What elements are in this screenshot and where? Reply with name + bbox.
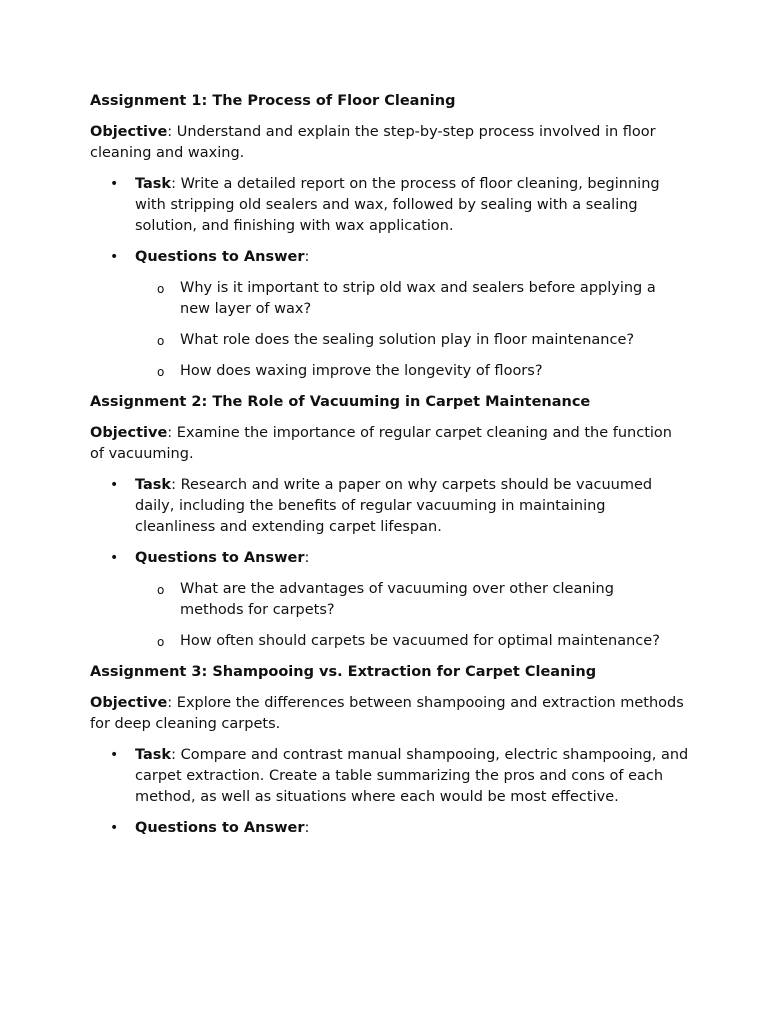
objective-text: : Understand and explain the step-by-step process involved in floor cleaning and waxing. [90, 124, 656, 161]
questions-label: Questions to Answer [135, 550, 305, 566]
questions-item [90, 548, 690, 569]
circle-bullet-icon: o [157, 635, 165, 649]
assignment-3 [90, 662, 690, 839]
questions-item [90, 247, 690, 268]
objective-label: Objective [90, 695, 168, 711]
bullet-icon: • [110, 747, 119, 763]
task-text: : Write a detailed report on the process of floor cleaning, beginning with stripping old sealers and wax, followed by sealing with a sealing solution, and finishing with wax application. [135, 176, 660, 234]
colon: : [304, 820, 310, 836]
colon: : [304, 249, 310, 265]
bullet-icon: • [110, 176, 119, 192]
task-item [90, 475, 690, 538]
assignment-2 [90, 392, 690, 652]
task-label: Task [135, 747, 172, 763]
objective-text: : Examine the importance of regular carpet cleaning and the function of vacuuming. [90, 425, 672, 462]
questions-label: Questions to Answer [135, 249, 305, 265]
assignment-3-objective [90, 693, 690, 735]
bullet-icon: • [110, 477, 119, 493]
assignment-1-title: Assignment 1: The Process of Floor Cleaning [90, 93, 456, 109]
colon: : [304, 550, 310, 566]
assignment-1 [90, 91, 690, 382]
task-text: : Research and write a paper on why carpets should be vacuumed daily, including the benefits of regular vacuuming in maintaining cleanliness and extending carpet lifespan. [135, 477, 653, 535]
task-item [90, 174, 690, 237]
bullet-icon: • [110, 550, 119, 566]
question-item [90, 330, 690, 351]
bullet-icon: • [110, 249, 119, 265]
question-text: Why is it important to strip old wax and sealers before applying a new layer of wax? [180, 280, 656, 317]
task-label: Task [135, 176, 172, 192]
question-text: How does waxing improve the longevity of floors? [180, 363, 543, 379]
assignment-2-objective [90, 423, 690, 465]
question-text: How often should carpets be vacuumed for optimal maintenance? [180, 633, 660, 649]
circle-bullet-icon: o [157, 583, 165, 597]
question-item [90, 631, 690, 652]
question-text: What are the advantages of vacuuming over other cleaning methods for carpets? [180, 581, 614, 618]
assignment-1-objective [90, 122, 690, 164]
assignment-2-title: Assignment 2: The Role of Vacuuming in Carpet Maintenance [90, 394, 591, 410]
questions-item [90, 818, 690, 839]
bullet-icon: • [110, 820, 119, 836]
question-item [90, 579, 690, 621]
document-page [90, 91, 690, 849]
task-label: Task [135, 477, 172, 493]
assignment-3-title: Assignment 3: Shampooing vs. Extraction for Carpet Cleaning [90, 664, 597, 680]
objective-label: Objective [90, 124, 168, 140]
question-text: What role does the sealing solution play in floor maintenance? [180, 332, 635, 348]
circle-bullet-icon: o [157, 365, 165, 379]
question-item [90, 361, 690, 382]
task-item [90, 745, 690, 808]
objective-label: Objective [90, 425, 168, 441]
circle-bullet-icon: o [157, 282, 165, 296]
objective-text: : Explore the differences between shampooing and extraction methods for deep cleaning carpets. [90, 695, 684, 732]
questions-label: Questions to Answer [135, 820, 305, 836]
question-item [90, 278, 690, 320]
circle-bullet-icon: o [157, 334, 165, 348]
task-text: : Compare and contrast manual shampooing, electric shampooing, and carpet extraction. Create a table summarizing the pros and cons of each method, as well as situations where each would be most effective. [135, 747, 689, 805]
